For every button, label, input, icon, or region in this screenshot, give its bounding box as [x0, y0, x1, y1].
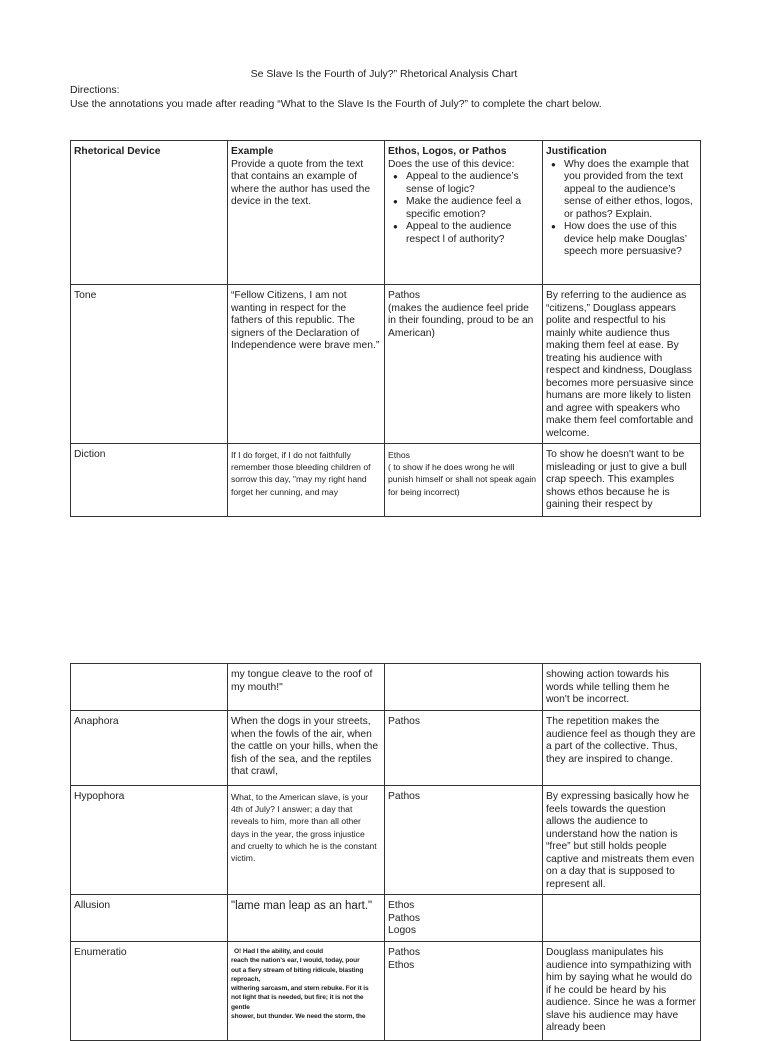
header-justification-label: Justification — [546, 146, 607, 157]
example-cell: What, to the American slave, is your 4th of July? I answer; a day that reveals to him, more than all other days in the year, the gross injustice and cruelty to which he is the constant victim. — [228, 786, 385, 895]
example-cell: "lame man leap as an hart." — [228, 895, 385, 942]
example-line: reach the nation's ear, I would, today, pour — [231, 957, 360, 965]
header-appeal-desc: Does the use of this device: — [388, 158, 515, 170]
table-row-hypophora — [71, 786, 701, 895]
appeal-cell: Pathos — [385, 711, 543, 786]
header-example-cell — [228, 141, 385, 285]
device-cell: Diction — [71, 444, 228, 517]
device-cell — [71, 664, 228, 711]
directions — [70, 83, 602, 111]
appeal-note: ( to show if he does wrong he will punish himself or shall not speak again for being incorrect) — [388, 462, 537, 497]
header-example-desc: Provide a quote from the text that contains an example of where the author has used the device in the text. — [231, 158, 371, 207]
device-cell: Tone — [71, 285, 228, 444]
appeal-cell — [385, 444, 543, 517]
example-line: O! Had I the ability, and could — [234, 948, 324, 955]
appeal-cell: Pathos — [385, 786, 543, 895]
header-device-label: Rhetorical Device — [74, 146, 161, 157]
table-row-enumeration — [71, 942, 701, 1041]
device-cell: Enumeratio — [71, 942, 228, 1041]
example-cell: If I do forget, if I do not faithfully remember those bleeding children of sorrow this day, "may my right hand forget her cunning, and may — [228, 444, 385, 517]
appeal-note: (makes the audience feel pride in their founding, proud to be an American) — [388, 302, 534, 339]
example-line: out a fiery stream of biting ridicule, blasting reproach, — [231, 966, 364, 983]
example-cell — [228, 942, 385, 1041]
table-row-tone — [71, 285, 701, 444]
example-line: shower, but thunder. We need the storm, the — [231, 1013, 366, 1021]
header-row — [71, 141, 701, 285]
header-appeal-list — [388, 171, 538, 246]
appeal-cell — [385, 895, 543, 942]
justification-cell — [543, 895, 701, 942]
justification-cell: Douglass manipulates his audience into sympathizing with him by saying what he would do if he could be heard by his audience. Since he was a former slave his audience may have already been — [543, 942, 701, 1041]
appeal-cell — [385, 664, 543, 711]
header-appeal-cell — [385, 141, 543, 285]
device-cell: Allusion — [71, 895, 228, 942]
page-title: Se Slave Is the Fourth of July?” Rhetorical Analysis Chart — [250, 68, 518, 80]
header-justification-cell — [543, 141, 701, 285]
list-item: ● Appeal to the audience respect l of authority? — [406, 221, 538, 246]
justification-cell: By expressing basically how he feels towards the question allows the audience to understand how the nation is “free” but still holds people captive and mistreats them even on a day that is supposed to represent all. — [543, 786, 701, 895]
list-item: ● Appeal to the audience’s sense of logic? — [406, 171, 538, 196]
justification-cell: To show he doesn't want to be misleading or just to give a bull crap speech. This examples shows ethos because he is gaining their respect by — [543, 444, 701, 517]
appeal-label: Pathos — [388, 947, 421, 958]
justification-cell: showing action towards his words while telling them he won't be incorrect. — [543, 664, 701, 711]
appeal-label: Ethos — [388, 959, 415, 971]
appeal-label: Ethos — [388, 900, 415, 911]
justification-cell: By referring to the audience as “citizens,” Douglass appears polite and respectful to his mainly white audience thus making them feel at ease. By treating his audience with respect and kindness, Douglass becomes more persuasive since humans are more likely to listen and agree with speakers who make them feel comfortable and welcome. — [543, 285, 701, 444]
directions-label: Directions: — [70, 84, 120, 96]
appeal-label: Pathos — [388, 290, 421, 301]
appeal-cell — [385, 285, 543, 444]
example-cell: my tongue cleave to the roof of my mouth!" — [228, 664, 385, 711]
example-cell: When the dogs in your streets, when the fowls of the air, when the cattle on your hills, when the fish of the sea, and the reptiles that crawl, — [228, 711, 385, 786]
list-item: ● Why does the example that you provided from the text appeal to the audience’s sense of either ethos, logos, or pathos? Explain. — [564, 159, 696, 222]
table-row-diction — [71, 444, 701, 517]
table-row-allusion — [71, 895, 701, 942]
appeal-label: Pathos — [388, 912, 421, 924]
device-cell: Anaphora — [71, 711, 228, 786]
appeal-label: Ethos — [388, 450, 410, 460]
justification-cell: The repetition makes the audience feel as though they are a part of the collective. Thus, they are inspired to change. — [543, 711, 701, 786]
appeal-cell — [385, 942, 543, 1041]
header-appeal-label: Ethos, Logos, or Pathos — [388, 146, 507, 157]
appeal-label: Logos — [388, 925, 417, 936]
analysis-chart-table-continued — [70, 663, 701, 1041]
list-item: ● Make the audience feel a specific emotion? — [406, 196, 538, 221]
header-device-cell — [71, 141, 228, 285]
device-cell: Hypophora — [71, 786, 228, 895]
table-row-diction-continued — [71, 664, 701, 711]
list-item: ● How does the use of this device help make Douglas’ speech more persuasive? — [564, 221, 696, 259]
header-justification-list — [546, 159, 696, 259]
directions-text: Use the annotations you made after reading “What to the Slave Is the Fourth of July?” to complete the chart below. — [70, 98, 602, 110]
example-line: not light that is needed, but fire; it is not the gentle — [231, 994, 364, 1011]
analysis-chart-table — [70, 140, 701, 517]
header-example-label: Example — [231, 146, 274, 157]
example-line: withering sarcasm, and stern rebuke. For it is — [231, 985, 369, 993]
table-row-anaphora — [71, 711, 701, 786]
example-cell: “Fellow Citizens, I am not wanting in respect for the fathers of this republic. The signers of the Declaration of Independence were brave men.” — [228, 285, 385, 444]
